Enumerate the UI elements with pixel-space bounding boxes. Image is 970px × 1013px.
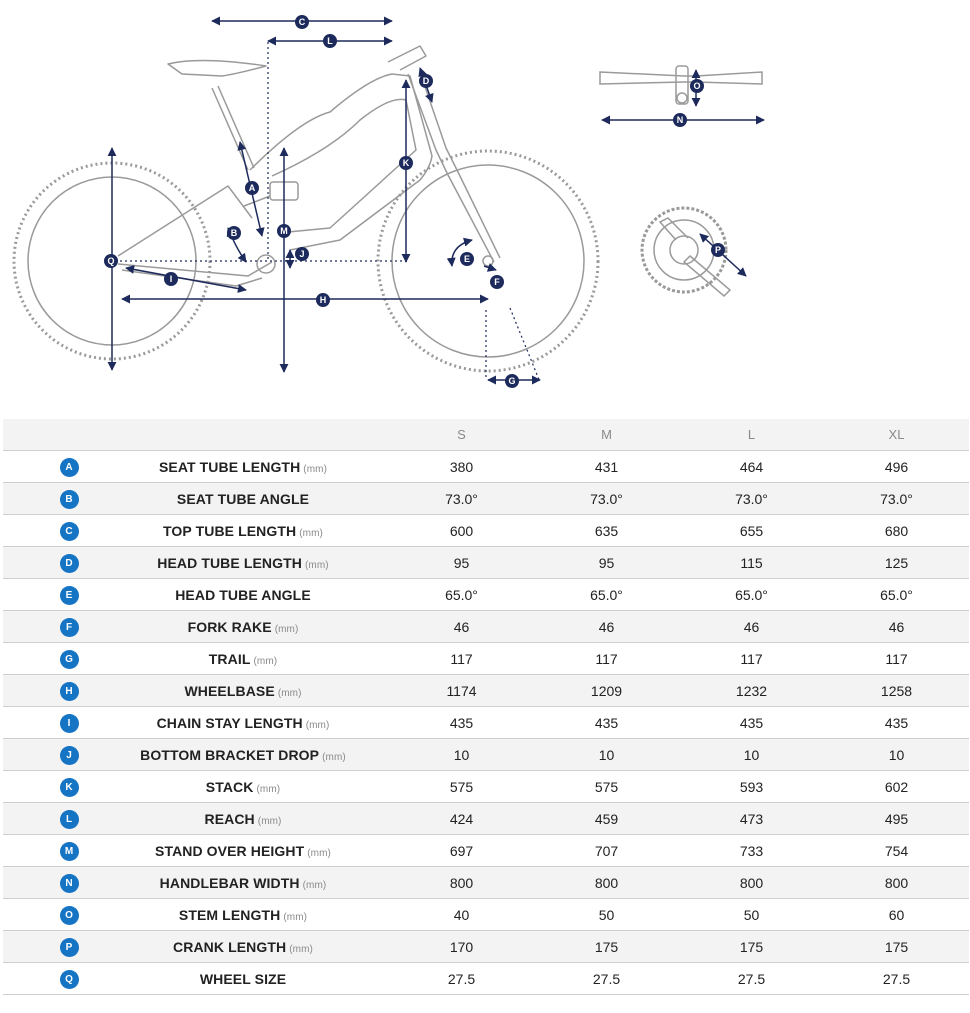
svg-text:M: M xyxy=(280,226,288,236)
dimension-name: CHAIN STAY LENGTH xyxy=(156,714,303,731)
value-size-xl: 754 xyxy=(824,835,969,867)
dimension-name: CRANK LENGTH xyxy=(173,938,287,955)
dimension-name-cell xyxy=(97,835,389,867)
value-size-l: 10 xyxy=(679,739,824,771)
svg-text:A: A xyxy=(248,183,256,193)
value-size-xl: 10 xyxy=(824,739,969,771)
value-size-l: 800 xyxy=(679,867,824,899)
marker-I xyxy=(164,272,178,286)
dimension-letter-badge: I xyxy=(60,714,79,733)
svg-text:N: N xyxy=(676,115,684,125)
marker-P xyxy=(711,243,725,257)
value-size-l: 175 xyxy=(679,931,824,963)
value-size-l: 117 xyxy=(679,643,824,675)
table-row xyxy=(3,643,969,675)
svg-text:K: K xyxy=(402,158,410,168)
dimension-letter-cell xyxy=(3,547,97,579)
value-size-m: 635 xyxy=(534,515,679,547)
value-size-l: 655 xyxy=(679,515,824,547)
dimension-unit: (mm) xyxy=(289,943,313,955)
value-size-s: 40 xyxy=(389,899,534,931)
dimension-letter-badge: Q xyxy=(60,970,79,989)
marker-J xyxy=(295,247,309,261)
marker-B xyxy=(227,226,241,240)
value-size-m: 117 xyxy=(534,643,679,675)
table-row xyxy=(3,579,969,611)
dimension-letter-badge: F xyxy=(60,618,79,637)
dimension-name-cell xyxy=(97,707,389,739)
value-size-l: 473 xyxy=(679,803,824,835)
dimension-name: FORK RAKE xyxy=(187,618,272,635)
table-row xyxy=(3,899,969,931)
geometry-table xyxy=(3,419,969,995)
value-size-m: 50 xyxy=(534,899,679,931)
value-size-m: 1209 xyxy=(534,675,679,707)
dimension-name: HEAD TUBE LENGTH xyxy=(157,554,302,571)
header-size-xl: XL xyxy=(824,419,969,451)
dimension-letter-badge: E xyxy=(60,586,79,605)
value-size-m: 435 xyxy=(534,707,679,739)
marker-O xyxy=(690,79,704,93)
value-size-xl: 496 xyxy=(824,451,969,483)
value-size-m: 46 xyxy=(534,611,679,643)
value-size-l: 464 xyxy=(679,451,824,483)
dimension-name-cell xyxy=(97,739,389,771)
table-row xyxy=(3,675,969,707)
dimension-name-cell xyxy=(97,803,389,835)
dimension-name: STEM LENGTH xyxy=(178,906,281,923)
svg-text:D: D xyxy=(422,76,430,86)
value-size-s: 95 xyxy=(389,547,534,579)
dimension-letter-cell xyxy=(3,611,97,643)
value-size-xl: 175 xyxy=(824,931,969,963)
value-size-m: 95 xyxy=(534,547,679,579)
value-size-xl: 46 xyxy=(824,611,969,643)
dimension-name-cell xyxy=(97,643,389,675)
marker-G xyxy=(505,374,519,388)
dimension-letter-cell xyxy=(3,739,97,771)
dimension-letter-cell xyxy=(3,579,97,611)
marker-Q xyxy=(104,254,118,268)
value-size-m: 707 xyxy=(534,835,679,867)
bike-frame xyxy=(118,46,500,286)
value-size-xl: 125 xyxy=(824,547,969,579)
value-size-l: 65.0° xyxy=(679,579,824,611)
dimension-name: BOTTOM BRACKET DROP xyxy=(140,746,320,763)
value-size-xl: 1258 xyxy=(824,675,969,707)
dimension-name: SEAT TUBE LENGTH xyxy=(158,458,301,475)
dimension-unit: (mm) xyxy=(322,751,346,763)
dimension-unit: (mm) xyxy=(302,879,327,891)
dimension-letter-cell xyxy=(3,899,97,931)
value-size-xl: 495 xyxy=(824,803,969,835)
dimension-letter-badge: K xyxy=(60,778,79,797)
value-size-s: 600 xyxy=(389,515,534,547)
dimension-unit: (mm) xyxy=(305,719,330,731)
dimension-unit: (mm) xyxy=(303,463,328,475)
table-row xyxy=(3,803,969,835)
dimension-name-cell xyxy=(97,771,389,803)
header-letter xyxy=(3,419,97,451)
dimension-letter-badge: H xyxy=(60,682,79,701)
dimension-letter-cell xyxy=(3,643,97,675)
value-size-m: 575 xyxy=(534,771,679,803)
table-row xyxy=(3,483,969,515)
dimension-name-cell xyxy=(97,867,389,899)
dimension-name: HANDLEBAR WIDTH xyxy=(159,874,300,891)
table-row xyxy=(3,611,969,643)
value-size-l: 73.0° xyxy=(679,483,824,515)
value-size-xl: 800 xyxy=(824,867,969,899)
value-size-m: 27.5 xyxy=(534,963,679,995)
dimension-name-cell xyxy=(97,611,389,643)
dimension-name: STAND OVER HEIGHT xyxy=(155,842,305,859)
dimension-letter-cell xyxy=(3,675,97,707)
dimension-name-cell xyxy=(97,963,389,995)
value-size-s: 73.0° xyxy=(389,483,534,515)
table-row xyxy=(3,771,969,803)
value-size-s: 380 xyxy=(389,451,534,483)
geometry-table-body xyxy=(3,451,969,995)
value-size-m: 431 xyxy=(534,451,679,483)
value-size-s: 575 xyxy=(389,771,534,803)
dimension-letter-badge: C xyxy=(60,522,79,541)
bike-geometry-diagram xyxy=(0,0,970,410)
value-size-l: 435 xyxy=(679,707,824,739)
handlebar-inset xyxy=(600,66,762,104)
marker-D xyxy=(419,74,433,88)
value-size-xl: 117 xyxy=(824,643,969,675)
table-row xyxy=(3,963,969,995)
value-size-s: 435 xyxy=(389,707,534,739)
header-size-l: L xyxy=(679,419,824,451)
value-size-l: 50 xyxy=(679,899,824,931)
svg-text:B: B xyxy=(230,228,238,238)
dimension-name-cell xyxy=(97,675,389,707)
dimension-unit: (mm) xyxy=(299,527,323,539)
dimension-name-cell xyxy=(97,451,389,483)
dimension-letter-badge: J xyxy=(60,746,79,765)
value-size-s: 10 xyxy=(389,739,534,771)
diagram-markers xyxy=(104,15,725,388)
value-size-m: 459 xyxy=(534,803,679,835)
marker-F xyxy=(490,275,504,289)
dimension-unit: (mm) xyxy=(253,655,278,667)
dimension-letter-badge: O xyxy=(60,906,79,925)
dimension-name: WHEEL SIZE xyxy=(199,970,287,987)
value-size-xl: 60 xyxy=(824,899,969,931)
table-row xyxy=(3,707,969,739)
dimension-name: HEAD TUBE ANGLE xyxy=(175,586,311,603)
header-name xyxy=(97,419,389,451)
dimension-unit: (mm) xyxy=(257,815,282,827)
value-size-m: 10 xyxy=(534,739,679,771)
table-header-row xyxy=(3,419,969,451)
dimension-letter-cell xyxy=(3,483,97,515)
dimension-name: TOP TUBE LENGTH xyxy=(163,522,297,539)
dimension-name-cell xyxy=(97,931,389,963)
dimension-name: SEAT TUBE ANGLE xyxy=(176,490,310,507)
value-size-s: 697 xyxy=(389,835,534,867)
dimension-letter-cell xyxy=(3,803,97,835)
svg-text:F: F xyxy=(494,277,500,287)
dimension-letter-badge: M xyxy=(60,842,79,861)
dimension-name: WHEELBASE xyxy=(184,682,275,699)
value-size-l: 27.5 xyxy=(679,963,824,995)
dimension-letter-badge: P xyxy=(60,938,79,957)
dimension-letter-badge: B xyxy=(60,490,79,509)
svg-text:C: C xyxy=(298,17,306,27)
table-row xyxy=(3,739,969,771)
svg-text:I: I xyxy=(169,274,173,284)
dimension-letter-badge: L xyxy=(60,810,79,829)
dimension-unit: (mm) xyxy=(307,847,331,859)
dimension-letter-cell xyxy=(3,707,97,739)
value-size-xl: 680 xyxy=(824,515,969,547)
header-size-m: M xyxy=(534,419,679,451)
value-size-l: 733 xyxy=(679,835,824,867)
marker-E xyxy=(460,252,474,266)
marker-C xyxy=(295,15,309,29)
value-size-l: 115 xyxy=(679,547,824,579)
dimension-letter-badge: D xyxy=(60,554,79,573)
dimension-letter-badge: N xyxy=(60,874,79,893)
svg-text:G: G xyxy=(508,376,516,386)
value-size-xl: 73.0° xyxy=(824,483,969,515)
svg-text:P: P xyxy=(714,245,722,255)
svg-text:L: L xyxy=(327,36,333,46)
svg-text:Q: Q xyxy=(107,256,115,266)
svg-text:E: E xyxy=(463,254,471,264)
table-row xyxy=(3,931,969,963)
svg-text:O: O xyxy=(693,81,701,91)
value-size-l: 46 xyxy=(679,611,824,643)
value-size-m: 800 xyxy=(534,867,679,899)
dimension-name-cell xyxy=(97,579,389,611)
front-wheel xyxy=(378,151,598,371)
dimension-name-cell xyxy=(97,483,389,515)
dimension-letter-cell xyxy=(3,835,97,867)
value-size-s: 46 xyxy=(389,611,534,643)
marker-H xyxy=(316,293,330,307)
table-row xyxy=(3,451,969,483)
marker-K xyxy=(399,156,413,170)
marker-L xyxy=(323,34,337,48)
dimension-unit: (mm) xyxy=(304,559,329,571)
marker-A xyxy=(245,181,259,195)
value-size-xl: 602 xyxy=(824,771,969,803)
dimension-unit: (mm) xyxy=(256,783,281,795)
value-size-xl: 435 xyxy=(824,707,969,739)
dimension-name-cell xyxy=(97,547,389,579)
value-size-s: 65.0° xyxy=(389,579,534,611)
table-row xyxy=(3,515,969,547)
dimension-name: TRAIL xyxy=(208,650,251,667)
value-size-s: 170 xyxy=(389,931,534,963)
table-row xyxy=(3,835,969,867)
dimension-letter-cell xyxy=(3,515,97,547)
value-size-l: 1232 xyxy=(679,675,824,707)
dimension-name: REACH xyxy=(204,810,255,827)
dimension-name: STACK xyxy=(205,778,254,795)
dimension-letter-badge: G xyxy=(60,650,79,669)
dimension-letter-badge: A xyxy=(60,458,79,477)
dimension-letter-cell xyxy=(3,771,97,803)
value-size-s: 424 xyxy=(389,803,534,835)
marker-M xyxy=(277,224,291,238)
marker-N xyxy=(673,113,687,127)
svg-text:H: H xyxy=(319,295,327,305)
value-size-m: 175 xyxy=(534,931,679,963)
dimension-unit: (mm) xyxy=(274,623,299,635)
value-size-m: 65.0° xyxy=(534,579,679,611)
dimension-letter-cell xyxy=(3,931,97,963)
table-row xyxy=(3,867,969,899)
value-size-m: 73.0° xyxy=(534,483,679,515)
svg-text:J: J xyxy=(299,249,305,259)
value-size-s: 1174 xyxy=(389,675,534,707)
table-row xyxy=(3,547,969,579)
value-size-s: 800 xyxy=(389,867,534,899)
dimension-letter-cell xyxy=(3,451,97,483)
value-size-xl: 65.0° xyxy=(824,579,969,611)
dimension-letter-cell xyxy=(3,867,97,899)
value-size-s: 27.5 xyxy=(389,963,534,995)
dimension-name-cell xyxy=(97,515,389,547)
value-size-l: 593 xyxy=(679,771,824,803)
dimension-unit: (mm) xyxy=(283,911,308,923)
dimension-name-cell xyxy=(97,899,389,931)
dimension-letter-cell xyxy=(3,963,97,995)
header-size-s: S xyxy=(389,419,534,451)
value-size-xl: 27.5 xyxy=(824,963,969,995)
value-size-s: 117 xyxy=(389,643,534,675)
dimension-unit: (mm) xyxy=(277,687,302,699)
